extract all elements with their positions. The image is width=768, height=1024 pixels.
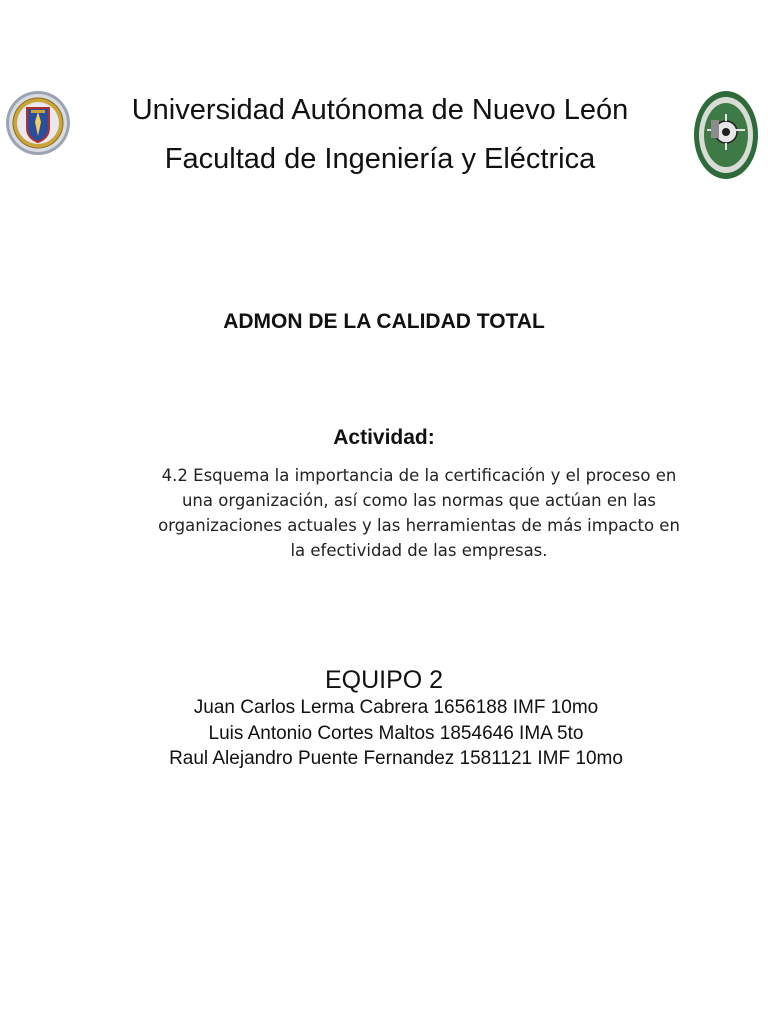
team-members-list xyxy=(0,695,768,772)
faculty-title: Facultad de Ingeniería y Eléctrica xyxy=(164,143,596,175)
team-member: Juan Carlos Lerma Cabrera 1656188 IMF 10mo xyxy=(193,697,599,718)
activity-label: Actividad: xyxy=(333,426,435,449)
team-member: Raul Alejandro Puente Fernandez 1581121 IMF 10mo xyxy=(169,748,623,769)
university-title: Universidad Autónoma de Nuevo León xyxy=(131,94,629,126)
team-title: EQUIPO 2 xyxy=(324,666,444,694)
course-title: ADMON DE LA CALIDAD TOTAL xyxy=(223,310,545,333)
activity-description: 4.2 Esquema la importancia de la certificación y el proceso en una organización, así como las normas que actúan en las organizaciones actuales y las herramientas de más impacto en la efectividad de las empresas. xyxy=(158,466,680,560)
team-member: Luis Antonio Cortes Maltos 1854646 IMA 5to xyxy=(208,722,584,744)
